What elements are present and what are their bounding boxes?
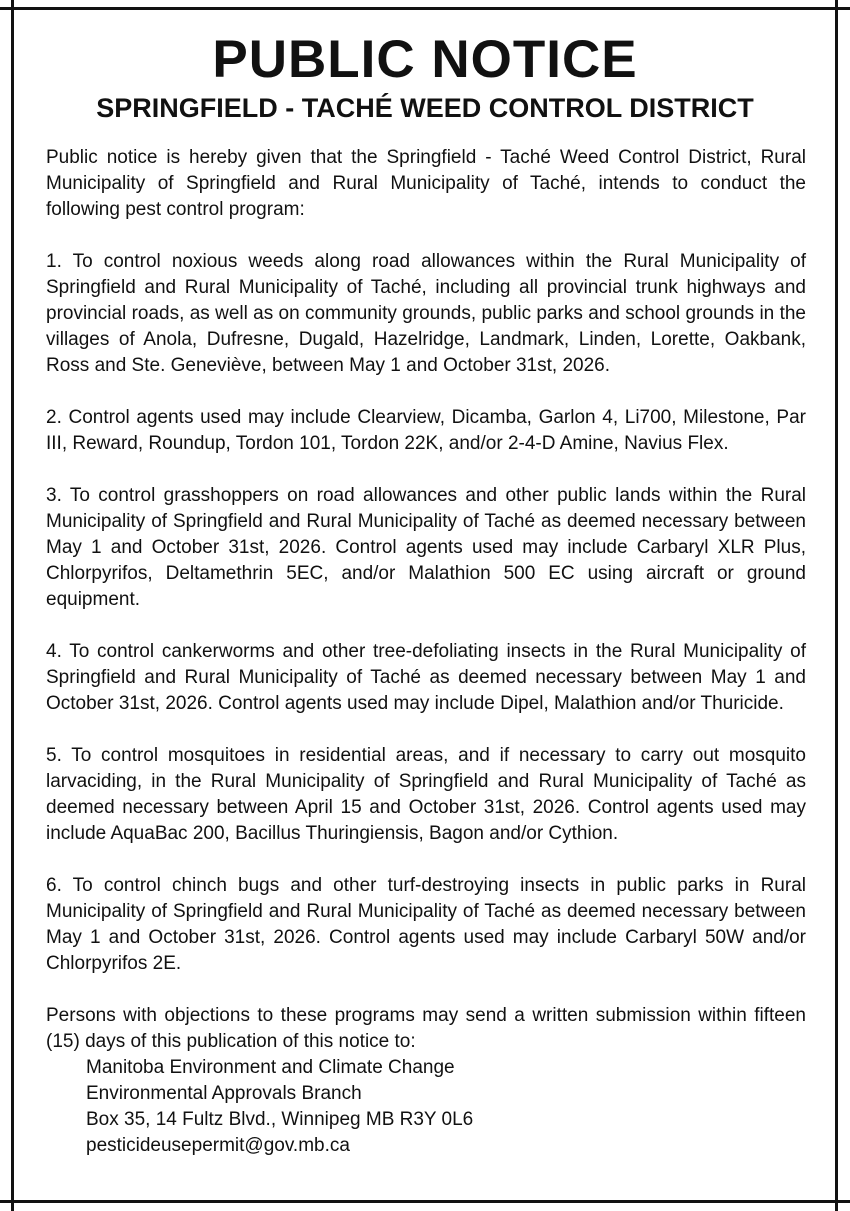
left-border-rule <box>11 0 14 1211</box>
address-street: Box 35, 14 Fultz Blvd., Winnipeg MB R3Y 0L6 <box>86 1109 474 1130</box>
address-branch: Environmental Approvals Branch <box>86 1083 362 1104</box>
program-item-5: 5. To control mosquitoes in residential areas, and if necessary to carry out mosquito larvaciding, in the Rural Municipality of Springfield and Rural Municipality of Taché as deemed necessary between April 15 and October 31st, 2026. Control agents used may include AquaBac 200, Bacillus Thuringiensis, Bagon and/or Cythion. <box>46 745 806 844</box>
address-organization: Manitoba Environment and Climate Change <box>86 1057 455 1078</box>
objections-paragraph: Persons with objections to these programs may send a written submission within fifteen (15) days of this publication of this notice to: <box>46 1005 806 1052</box>
notice-title: PUBLIC NOTICE <box>212 30 638 89</box>
bottom-border-rule <box>0 1200 850 1203</box>
top-border-rule <box>0 7 850 10</box>
intro-paragraph: Public notice is hereby given that the Springfield - Taché Weed Control District, Rural Municipality of Springfield and Rural Municipality of Taché, intends to conduct the following pest control program: <box>46 147 806 220</box>
address-email[interactable]: pesticideusepermit@gov.mb.ca <box>86 1135 350 1156</box>
notice-body <box>46 145 806 1159</box>
program-item-1: 1. To control noxious weeds along road allowances within the Rural Municipality of Springfield and Rural Municipality of Taché, including all provincial trunk highways and provincial roads, as well as on community grounds, public parks and school grounds in the villages of Anola, Dufresne, Dugald, Hazelridge, Landmark, Linden, Lorette, Oakbank, Ross and Ste. Geneviève, between May 1 and October 31st, 2026. <box>46 251 806 376</box>
program-item-4: 4. To control cankerworms and other tree-defoliating insects in the Rural Municipality of Springfield and Rural Municipality of Taché as deemed necessary between May 1 and October 31st, 2026. Control agents used may include Dipel, Malathion and/or Thuricide. <box>46 641 806 714</box>
program-item-2: 2. Control agents used may include Clearview, Dicamba, Garlon 4, Li700, Milestone, Par III, Reward, Roundup, Tordon 101, Tordon 22K, and/or 2-4-D Amine, Navius Flex. <box>46 407 806 454</box>
right-border-rule <box>835 0 838 1211</box>
program-item-3: 3. To control grasshoppers on road allowances and other public lands within the Rural Municipality of Springfield and Rural Municipality of Taché as deemed necessary between May 1 and October 31st, 2026. Control agents used may include Carbaryl XLR Plus, Chlorpyrifos, Deltamethrin 5EC, and/or Malathion 500 EC using aircraft or ground equipment. <box>46 485 806 610</box>
program-item-6: 6. To control chinch bugs and other turf-destroying insects in public parks in Rural Municipality of Springfield and Rural Municipality of Taché as deemed necessary between May 1 and October 31st, 2026. Control agents used may include Carbaryl 50W and/or Chlorpyrifos 2E. <box>46 875 806 974</box>
notice-subtitle: SPRINGFIELD - TACHÉ WEED CONTROL DISTRICT <box>96 93 754 123</box>
mailing-address <box>86 1055 806 1159</box>
